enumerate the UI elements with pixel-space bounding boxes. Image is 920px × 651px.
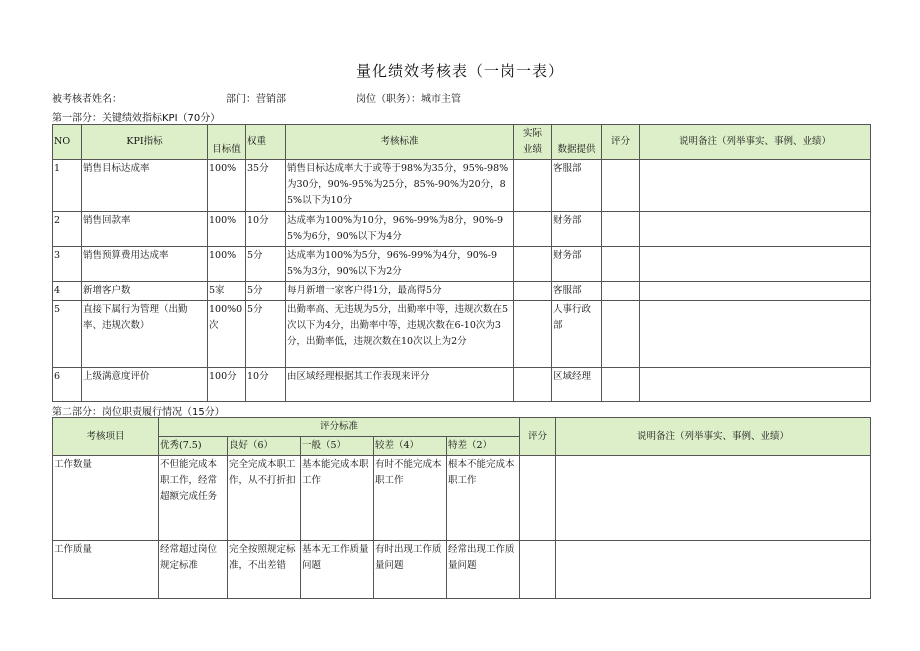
row-data: 客服部	[552, 160, 602, 212]
table-row	[53, 212, 871, 247]
col-kpi: KPI指标	[82, 125, 208, 160]
col-average: 一般（5）	[301, 437, 374, 456]
table-row	[53, 301, 871, 368]
row-no: 6	[53, 368, 82, 402]
row-target: 100分	[208, 368, 246, 402]
row-actual	[514, 247, 552, 282]
row-average: 基本无工作质量问题	[301, 541, 374, 599]
duty-header-row	[53, 418, 871, 437]
row-item: 工作质量	[53, 541, 159, 599]
row-kpi: 上级满意度评价	[82, 368, 208, 402]
col-weight: 权重	[246, 125, 286, 160]
duty-table	[52, 417, 871, 599]
row-kpi: 销售回款率	[82, 212, 208, 247]
row-score	[520, 456, 556, 541]
row-score	[520, 541, 556, 599]
col-criteria: 评分标准	[159, 418, 520, 437]
row-data: 财务部	[552, 247, 602, 282]
col-no: NO	[53, 125, 82, 160]
part2-heading: 第二部分：岗位职责履行情况（15分）	[52, 407, 225, 418]
row-poor: 有时出现工作质量问题	[374, 541, 447, 599]
row-target: 5家	[208, 282, 246, 301]
row-good: 完全完成本职工作，从不打折扣	[228, 456, 301, 541]
row-notes	[556, 541, 871, 599]
row-no: 3	[53, 247, 82, 282]
row-very-poor: 根本不能完成本职工作	[447, 456, 520, 541]
row-score	[602, 247, 640, 282]
col-notes: 说明备注（列举事实、事例、业绩）	[640, 125, 871, 160]
row-score	[602, 160, 640, 212]
row-kpi: 销售预算费用达成率	[82, 247, 208, 282]
row-no: 1	[53, 160, 82, 212]
col-target: 目标值	[208, 125, 246, 160]
row-notes	[640, 247, 871, 282]
row-standard: 出勤率高、无违规为5分，出勤率中等，违规次数在5次以下为4分，出勤率中等，违规次数在6-10次为3分，出勤率低，违规次数在10次以上为2分	[286, 301, 514, 368]
col-actual-line2: 业绩	[522, 144, 542, 155]
row-excellent: 不但能完成本职工作，经常超额完成任务	[159, 456, 228, 541]
row-target: 100%0次	[208, 301, 246, 368]
row-actual	[514, 368, 552, 402]
row-kpi: 新增客户数	[82, 282, 208, 301]
col-standard: 考核标准	[286, 125, 514, 160]
row-no: 4	[53, 282, 82, 301]
kpi-table	[52, 124, 871, 402]
row-weight: 5分	[246, 282, 286, 301]
col-score: 评分	[520, 418, 556, 456]
row-poor: 有时不能完成本职工作	[374, 456, 447, 541]
row-standard: 由区域经理根据其工作表现来评分	[286, 368, 514, 402]
row-standard: 销售目标达成率大于或等于98%为35分，95%-98%为30分，90%-95%为25分，85%-90%为20分，85%以下为10分	[286, 160, 514, 212]
position: 岗位（职务）：城市主管	[356, 94, 461, 105]
row-data: 客服部	[552, 282, 602, 301]
col-item: 考核项目	[53, 418, 159, 456]
row-data: 区域经理	[552, 368, 602, 402]
row-score	[602, 301, 640, 368]
table-row	[53, 282, 871, 301]
col-poor: 较差（4）	[374, 437, 447, 456]
row-no: 5	[53, 301, 82, 368]
row-notes	[640, 368, 871, 402]
row-notes	[640, 282, 871, 301]
row-score	[602, 368, 640, 402]
row-target: 100%	[208, 212, 246, 247]
table-row	[53, 541, 871, 599]
table-row	[53, 368, 871, 402]
row-kpi: 销售目标达成率	[82, 160, 208, 212]
row-kpi: 直接下属行为管理（出勤率、违规次数）	[82, 301, 208, 368]
row-target: 100%	[208, 247, 246, 282]
row-average: 基本能完成本职工作	[301, 456, 374, 541]
row-actual	[514, 212, 552, 247]
row-weight: 5分	[246, 301, 286, 368]
row-standard: 达成率为100%为10分，96%-99%为8分，90%-95%为6分，90%以下为4分	[286, 212, 514, 247]
row-weight: 10分	[246, 212, 286, 247]
row-notes	[640, 160, 871, 212]
row-standard: 每月新增一家客户得1分，最高得5分	[286, 282, 514, 301]
row-actual	[514, 282, 552, 301]
row-very-poor: 经常出现工作质量问题	[447, 541, 520, 599]
page-title: 量化绩效考核表（一岗一表）	[355, 62, 564, 80]
row-score	[602, 212, 640, 247]
row-data: 人事行政部	[552, 301, 602, 368]
col-score: 评分	[602, 125, 640, 160]
name-label: 被考核者姓名：	[52, 94, 122, 105]
row-score	[602, 282, 640, 301]
row-weight: 10分	[246, 368, 286, 402]
row-target: 100%	[208, 160, 246, 212]
col-very-poor: 特差（2）	[447, 437, 520, 456]
row-actual	[514, 301, 552, 368]
row-weight: 5分	[246, 247, 286, 282]
row-notes	[640, 301, 871, 368]
col-excellent: 优秀(7.5)	[159, 437, 228, 456]
table-row	[53, 247, 871, 282]
row-notes	[556, 456, 871, 541]
row-weight: 35分	[246, 160, 286, 212]
row-excellent: 经常超过岗位规定标准	[159, 541, 228, 599]
row-item: 工作数量	[53, 456, 159, 541]
col-actual	[514, 125, 552, 160]
part1-heading: 第一部分：关键绩效指标KPI（70分）	[52, 113, 221, 124]
col-good: 良好（6）	[228, 437, 301, 456]
kpi-header-row	[53, 125, 871, 160]
row-actual	[514, 160, 552, 212]
col-notes: 说明备注（列举事实、事例、业绩）	[556, 418, 871, 456]
table-row	[53, 456, 871, 541]
col-data: 数据提供	[552, 125, 602, 160]
row-good: 完全按照规定标准，不出差错	[228, 541, 301, 599]
department: 部门：营销部	[226, 94, 286, 105]
row-notes	[640, 212, 871, 247]
row-standard: 达成率为100%为5分，96%-99%为4分，90%-95%为3分，90%以下为2分	[286, 247, 514, 282]
table-row	[53, 160, 871, 212]
row-no: 2	[53, 212, 82, 247]
col-actual-line1: 实际	[522, 128, 542, 139]
row-data: 财务部	[552, 212, 602, 247]
